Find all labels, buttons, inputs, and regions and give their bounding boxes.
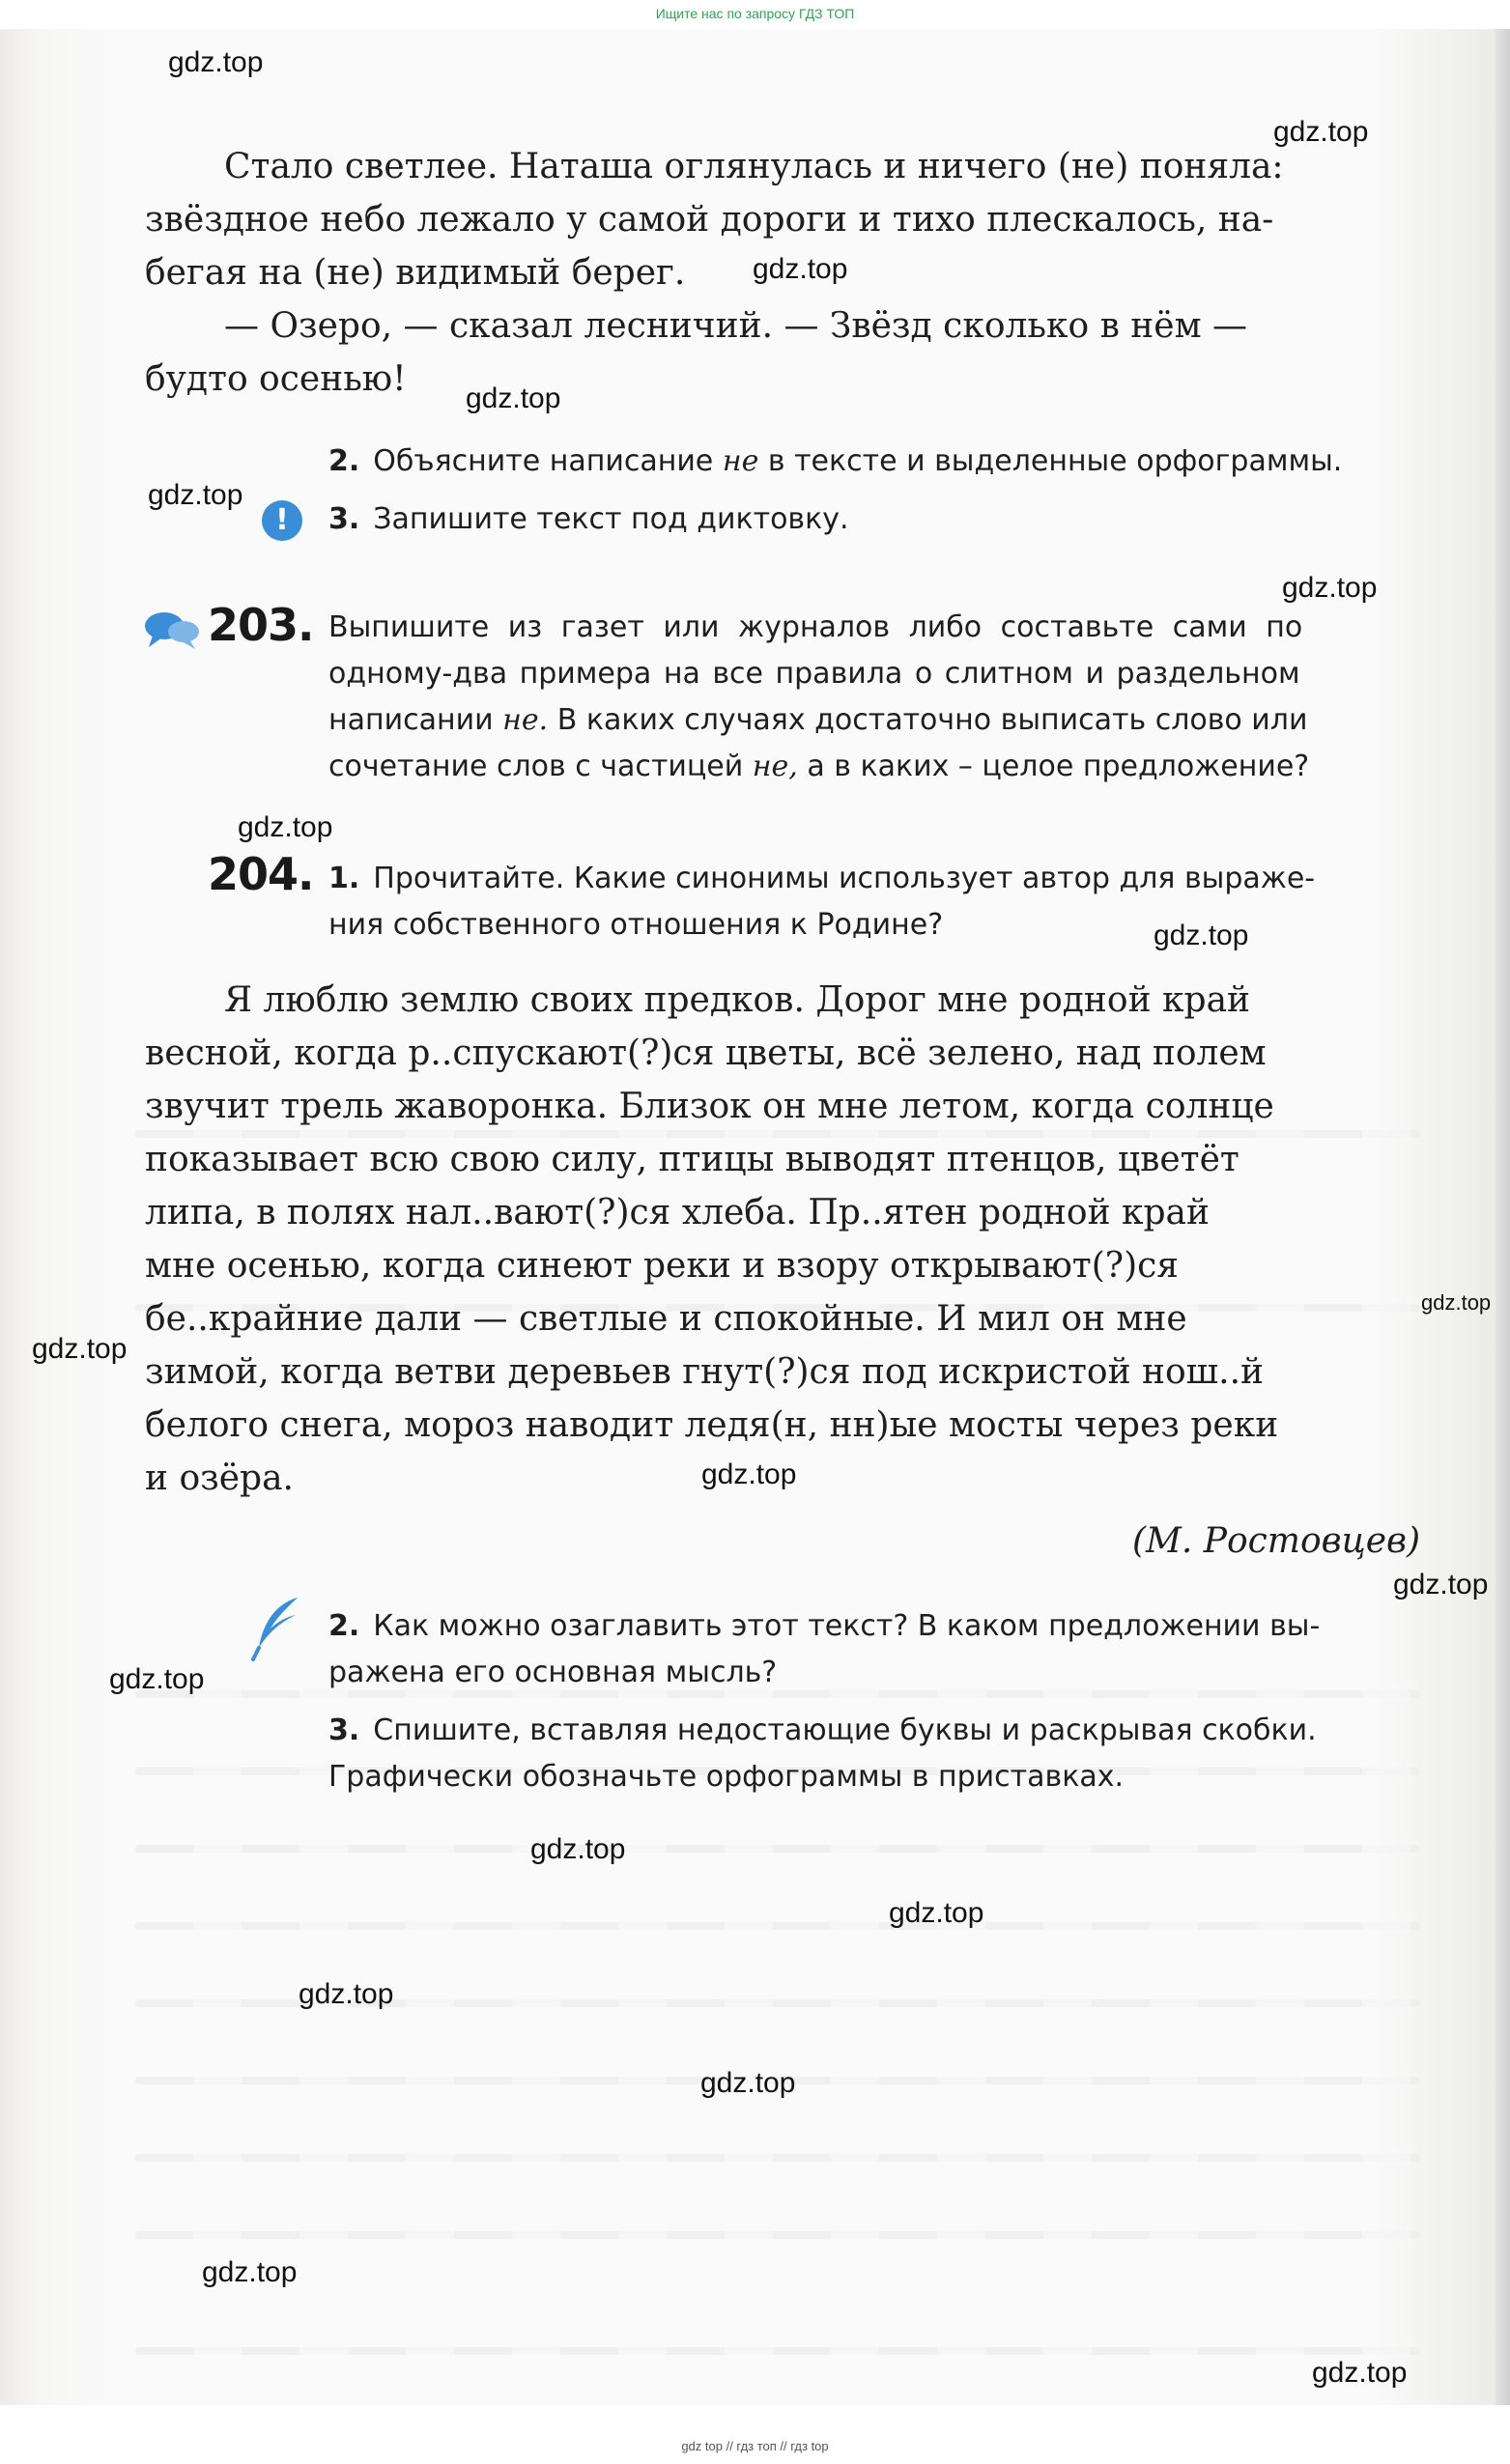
exercise-204-text: [145, 974, 1420, 1505]
watermark: gdz.top: [530, 1833, 626, 1865]
watermark: gdz.top: [701, 1459, 797, 1490]
bleed-through: [135, 2347, 1420, 2355]
watermark: gdz.top: [1393, 1569, 1489, 1600]
task-text: Запишите текст под диктовку.: [373, 502, 849, 536]
text-line: одному-два примера на все правила о слитном и раздельном: [328, 657, 1300, 691]
text-line: Стало светлее. Наташа оглянулась и ничего (не) поняла:: [224, 147, 1284, 186]
task-text: ния собственного отношения к Родине?: [328, 908, 944, 942]
text-line: звучит трель жаворонка. Близок он мне летом, когда солнце: [145, 1087, 1274, 1126]
task-number: 2.: [328, 444, 360, 478]
text-line: белого снега, мороз наводит ледя(н, нн)ые мосты через реки: [145, 1405, 1279, 1445]
watermark: gdz.top: [1273, 116, 1369, 148]
previous-task-2: [328, 439, 1342, 485]
exclamation-icon: !: [262, 500, 302, 541]
text-line: бегая на (не) видимый берег.: [145, 253, 686, 293]
task-number: 3.: [328, 1713, 360, 1747]
exercise-204-task-3: [328, 1708, 1317, 1800]
task-text: Графически обозначьте орфограммы в приставках.: [328, 1760, 1125, 1794]
watermark: gdz.top: [202, 2256, 298, 2288]
text-line: Выпишите из газет или журналов либо составьте сами по: [328, 610, 1303, 644]
text-line: бе..крайние дали — светлые и спокойные. И мил он мне: [145, 1299, 1187, 1339]
watermark: gdz.top: [148, 479, 243, 511]
author-attribution: (М. Ростовцев): [1131, 1521, 1420, 1561]
watermark: gdz.top: [168, 46, 264, 78]
exercise-203-number: 203.: [208, 599, 314, 651]
task-text: в тексте и выделенные орфограммы.: [758, 444, 1343, 478]
text-line: мне осенью, когда синеют реки и взору открывают(?)ся: [145, 1246, 1179, 1286]
previous-task-3: [328, 496, 849, 543]
text-line: и озёра.: [145, 1459, 295, 1498]
text-line: показывает всю свою силу, птицы выводят птенцов, цветёт: [145, 1140, 1239, 1179]
watermark: gdz.top: [1154, 920, 1249, 951]
exercise-203-text: [328, 605, 1420, 790]
text-line: Я люблю землю своих предков. Дорог мне родной край: [224, 980, 1251, 1020]
bleed-through: [135, 2231, 1420, 2239]
quill-icon: [247, 1594, 305, 1661]
exercise-204-task-2: [328, 1603, 1320, 1696]
watermark: gdz.top: [109, 1663, 205, 1695]
task-emphasis: не: [722, 444, 759, 478]
text-fragment: а в каких – целое предложение?: [797, 750, 1310, 783]
bleed-through: [135, 1922, 1420, 1930]
text-emphasis: не.: [502, 703, 549, 737]
watermark: gdz.top: [32, 1333, 128, 1365]
chat-bubbles-icon: [143, 609, 201, 651]
task-text: Объясните написание: [373, 444, 723, 478]
watermark: gdz.top: [889, 1897, 984, 1929]
task-text: ражена его основная мысль?: [328, 1656, 778, 1689]
watermark: gdz.top: [466, 382, 561, 414]
text-emphasis: не,: [752, 750, 798, 783]
watermark: gdz.top: [1282, 572, 1378, 604]
bottom-banner: gdz top // гдз топ // гдз top: [681, 2439, 829, 2453]
text-line: весной, когда р..спускают(?)ся цветы, всё зелено, над полем: [145, 1034, 1267, 1073]
watermark: gdz.top: [700, 2067, 796, 2099]
watermark: gdz.top: [299, 1978, 394, 2010]
watermark: gdz.top: [1312, 2357, 1408, 2389]
text-fragment: сочетание слов с частицей: [328, 750, 753, 783]
text-fragment: В каких случаях достаточно выписать слово или: [548, 703, 1308, 737]
task-text: Как можно озаглавить этот текст? В каком предложении вы-: [373, 1609, 1321, 1643]
text-line: зимой, когда ветви деревьев гнут(?)ся под искристой нош..й: [145, 1352, 1265, 1392]
text-line: будто осенью!: [145, 359, 407, 399]
task-number: 2.: [328, 1609, 360, 1643]
task-text: Спишите, вставляя недостающие буквы и раскрывая скобки.: [373, 1713, 1317, 1747]
bleed-through: [135, 2154, 1420, 2162]
watermark: gdz.top: [1421, 1290, 1492, 1315]
task-text: Прочитайте. Какие синонимы использует автор для выраже-: [373, 862, 1316, 895]
task-number: 3.: [328, 502, 360, 536]
watermark: gdz.top: [753, 253, 848, 285]
bleed-through: [135, 1845, 1420, 1853]
text-line: звёздное небо лежало у самой дороги и тихо плескалось, на-: [145, 200, 1274, 240]
task-number: 1.: [328, 862, 360, 895]
page-edge: [1496, 29, 1510, 2405]
text-fragment: написании: [328, 703, 503, 737]
text-line: липа, в полях нал..вают(?)ся хлеба. Пр..ятен родной край: [145, 1193, 1211, 1232]
top-banner: Ищите нас по запросу ГДЗ ТОП: [655, 6, 855, 21]
watermark: gdz.top: [238, 811, 333, 843]
exercise-204-number: 204.: [208, 848, 314, 900]
text-line: — Озеро, — сказал лесничий. — Звёзд сколько в нём —: [224, 306, 1248, 346]
